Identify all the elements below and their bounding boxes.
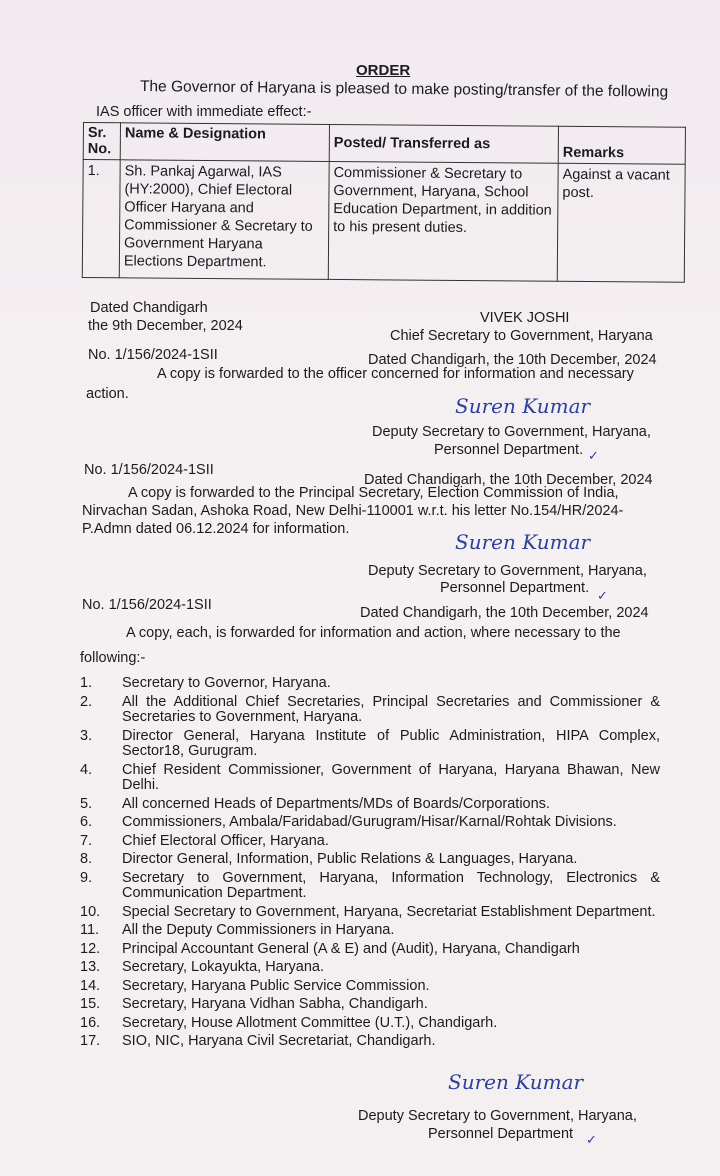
list-item: 7. Chief Electoral Officer, Haryana. <box>80 832 329 849</box>
endorsement-1-signature: Suren Kumar <box>455 394 591 418</box>
endorsement-1-sign-title2: Personnel Department. <box>434 442 584 458</box>
cell-name: Sh. Pankaj Agarwal, IAS (HY:2000), Chief Electoral Officer Haryana and Commissioner & Secretary to Government Haryana Elections Department. <box>119 160 329 280</box>
list-item: 9. Secretary to Government, Haryana, Information Technology, Electronics & Communication Department. <box>80 869 660 901</box>
initial-mark-icon: ✓ <box>597 588 608 603</box>
header-remarks: Remarks <box>558 126 685 164</box>
list-item: 11. All the Deputy Commissioners in Haryana. <box>80 922 395 938</box>
header-name-designation: Name & Designation <box>120 123 329 162</box>
list-item: 16. Secretary, House Allotment Committee (U.T.), Chandigarh. <box>80 1014 498 1031</box>
dated-place: Dated Chandigarh <box>90 300 208 316</box>
order-intro-line2: IAS officer with immediate effect:- <box>96 104 312 120</box>
cell-sr: 1. <box>82 160 120 278</box>
endorsement-1-text-line1: A copy is forwarded to the officer concerned for information and necessary <box>157 366 634 382</box>
order-title: ORDER <box>356 62 411 79</box>
dated-date: the 9th December, 2024 <box>88 318 243 334</box>
list-item: 12. Principal Accountant General (A & E) and (Audit), Haryana, Chandigarh <box>80 940 580 957</box>
list-item: 6. Commissioners, Ambala/Faridabad/Gurugram/Hisar/Karnal/Rohtak Divisions. <box>80 814 617 830</box>
endorsement-2-sign-title1: Deputy Secretary to Government, Haryana, <box>368 563 647 579</box>
endorsement-3-number: No. 1/156/2024-1SII <box>82 597 212 613</box>
list-item: 2. All the Additional Chief Secretaries, Principal Secretaries and Commissioner & Secretaries to Government, Haryana. <box>80 693 660 725</box>
cell-posted: Commissioner & Secretary to Government, Haryana, School Education Department, in addition to his present duties. <box>328 161 558 281</box>
list-item: 10. Special Secretary to Government, Haryana, Secretariat Establishment Department. <box>80 903 656 920</box>
signatory-title: Chief Secretary to Government, Haryana <box>390 328 653 344</box>
endorsement-2-text-line3: P.Admn dated 06.12.2024 for information. <box>82 521 350 537</box>
list-item: 17. SIO, NIC, Haryana Civil Secretariat, Chandigarh. <box>80 1033 436 1049</box>
endorsement-1-number: No. 1/156/2024-1SII <box>88 347 218 363</box>
endorsement-3-date: Dated Chandigarh, the 10th December, 2024 <box>360 605 649 621</box>
endorsement-2-text-line1: A copy is forwarded to the Principal Secretary, Election Commission of India, <box>128 485 619 501</box>
endorsement-2-sign-title2: Personnel Department. <box>440 580 590 596</box>
endorsement-2-signature: Suren Kumar <box>455 530 591 554</box>
endorsement-2-date: Dated Chandigarh, the 10th December, 2024 <box>364 472 653 488</box>
endorsement-3-signature: Suren Kumar <box>448 1070 584 1094</box>
list-item: 13. Secretary, Lokayukta, Haryana. <box>80 959 325 975</box>
table-header-row <box>83 123 685 165</box>
endorsement-1-date: Dated Chandigarh, the 10th December, 2024 <box>368 352 657 368</box>
endorsement-3-text-line2: following:- <box>80 650 146 666</box>
endorsement-1-sign-title1: Deputy Secretary to Government, Haryana, <box>372 424 651 440</box>
list-item: 1. Secretary to Governor, Haryana. <box>80 675 331 691</box>
endorsement-2-text-line2: Nirvachan Sadan, Ashoka Road, New Delhi-110001 w.r.t. his letter No.154/HR/2024- <box>82 503 624 519</box>
initial-mark-icon: ✓ <box>586 1132 597 1147</box>
order-intro-line1: The Governor of Haryana is pleased to make posting/transfer of the following <box>139 78 669 101</box>
endorsement-3-text-line1: A copy, each, is forwarded for information and action, where necessary to the <box>126 625 621 641</box>
list-item: 4. Chief Resident Commissioner, Government of Haryana, Haryana Bhawan, New Delhi. <box>80 761 660 793</box>
header-posted-as: Posted/ Transferred as <box>329 124 558 163</box>
endorsement-2-number: No. 1/156/2024-1SII <box>84 462 214 478</box>
initial-mark-icon: ✓ <box>588 448 599 463</box>
cell-remarks: Against a vacant post. <box>557 163 685 282</box>
table-row <box>82 160 685 283</box>
posting-table <box>82 122 686 283</box>
endorsement-3-sign-title1: Deputy Secretary to Government, Haryana, <box>358 1108 637 1124</box>
endorsement-3-sign-title2: Personnel Department <box>428 1126 574 1142</box>
header-sr-no: Sr. No. <box>83 123 120 160</box>
list-item: 14. Secretary, Haryana Public Service Commission. <box>80 977 430 994</box>
list-item: 3. Director General, Haryana Institute of Public Administration, HIPA Complex, Sector18, Gurugram. <box>80 727 660 759</box>
list-item: 5. All concerned Heads of Departments/MDs of Boards/Corporations. <box>80 795 550 812</box>
distribution-list <box>80 676 660 1053</box>
list-item: 15. Secretary, Haryana Vidhan Sabha, Chandigarh. <box>80 996 428 1012</box>
endorsement-1-text-line2: action. <box>86 386 129 402</box>
signatory-name: VIVEK JOSHI <box>480 310 570 326</box>
list-item: 8. Director General, Information, Public Relations & Languages, Haryana. <box>80 851 578 867</box>
